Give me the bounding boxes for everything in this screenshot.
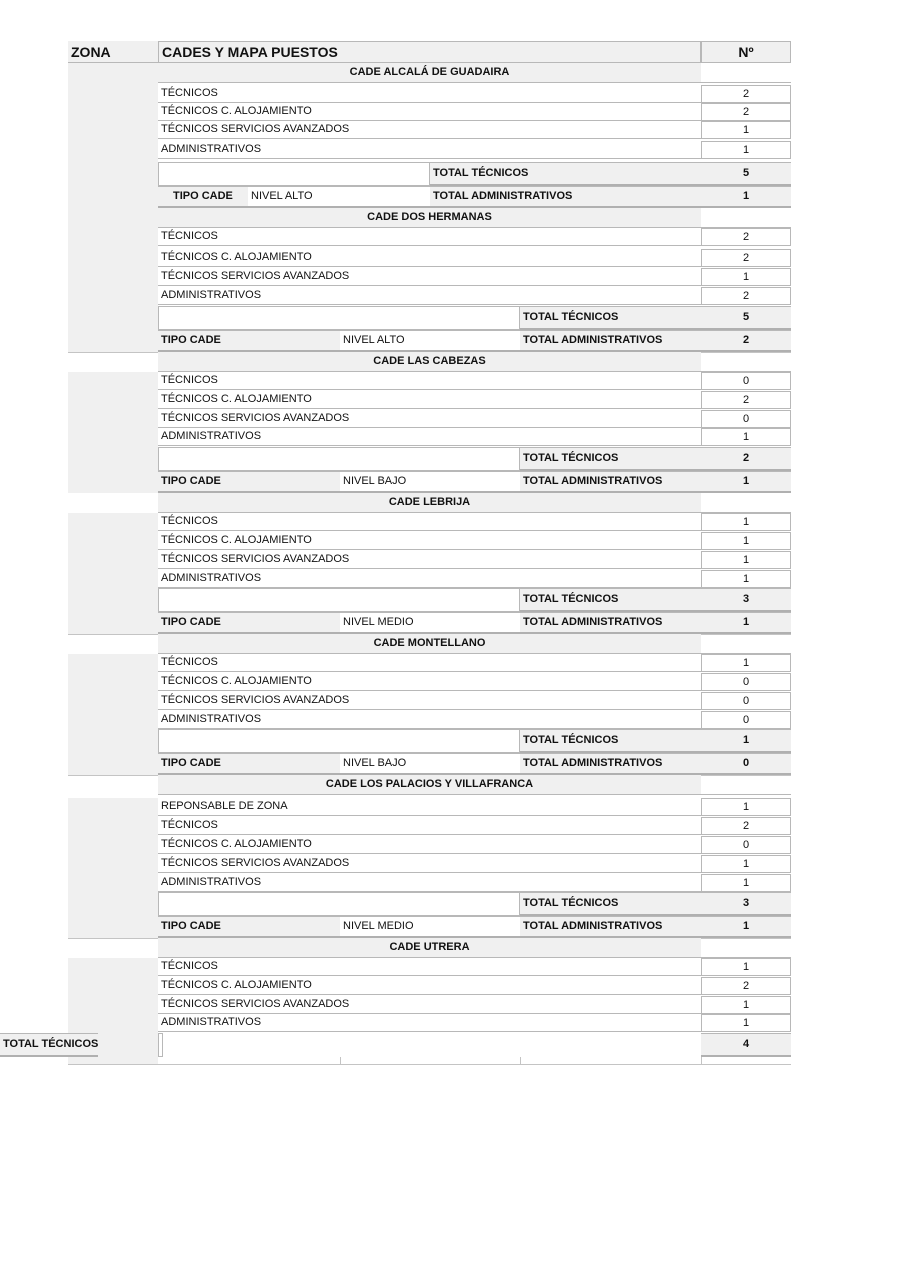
zone-column <box>68 208 158 330</box>
row-label: TÉCNICOS SERVICIOS AVANZADOS <box>158 551 701 569</box>
total-tecnicos-blank <box>158 588 520 612</box>
row-value: 1 <box>701 1014 791 1032</box>
row-value: 1 <box>701 798 791 816</box>
nivel-value: NIVEL BAJO <box>340 753 520 775</box>
total-admin-label: TOTAL ADMINISTRATIVOS <box>430 186 701 208</box>
row-value: 2 <box>701 391 791 409</box>
total-tecnicos-value: 2 <box>701 447 791 471</box>
section-title-num <box>701 493 791 513</box>
total-tecnicos-value: 5 <box>701 306 791 330</box>
row-label: TÉCNICOS <box>158 85 701 103</box>
row-label: TÉCNICOS C. ALOJAMIENTO <box>158 103 701 121</box>
section-title: CADE LOS PALACIOS Y VILLAFRANCA <box>158 775 701 795</box>
total-tecnicos-label: TOTAL TÉCNICOS <box>520 892 701 916</box>
row-label: TÉCNICOS <box>158 817 701 835</box>
row-label: ADMINISTRATIVOS <box>158 570 701 588</box>
nivel-value: NIVEL ALTO <box>340 330 520 352</box>
row-label: ADMINISTRATIVOS <box>158 287 701 305</box>
tipo-cade-label: TIPO CADE <box>158 753 340 775</box>
zone-column <box>68 612 158 634</box>
row-label: TÉCNICOS C. ALOJAMIENTO <box>158 249 701 267</box>
row-value: 2 <box>701 85 791 103</box>
total-admin-value: 1 <box>701 916 791 938</box>
tipo-cade-label: TIPO CADE <box>158 916 340 938</box>
row-value: 1 <box>701 996 791 1014</box>
total-tecnicos-value: 5 <box>701 162 791 186</box>
row-value: 1 <box>701 532 791 550</box>
row-value: 2 <box>701 249 791 267</box>
row-label: TÉCNICOS <box>158 958 701 976</box>
row-label: TÉCNICOS C. ALOJAMIENTO <box>158 836 701 854</box>
nivel-value: NIVEL BAJO <box>340 471 520 493</box>
total-tecnicos-label: TOTAL TÉCNICOS <box>520 447 701 471</box>
row-value: 1 <box>701 513 791 531</box>
nivel-value: NIVEL ALTO <box>248 186 430 208</box>
tipo-cade-label: TIPO CADE <box>158 612 340 634</box>
zone-column <box>68 372 158 471</box>
total-admin-value: 1 <box>701 471 791 493</box>
section-title: CADE ALCALÁ DE GUADAIRA <box>158 63 701 83</box>
total-admin-label: TOTAL ADMINISTRATIVOS <box>520 471 701 493</box>
header-cades: CADES Y MAPA PUESTOS <box>158 41 701 63</box>
row-label: TÉCNICOS <box>158 654 701 672</box>
zone-column <box>68 63 158 208</box>
row-label: TÉCNICOS C. ALOJAMIENTO <box>158 532 701 550</box>
bottom-divider <box>701 1057 702 1065</box>
row-label: TÉCNICOS C. ALOJAMIENTO <box>158 977 701 995</box>
row-label: TÉCNICOS <box>158 513 701 531</box>
zone-column <box>68 330 158 352</box>
section-title-num <box>701 352 791 372</box>
row-value: 0 <box>701 692 791 710</box>
zone-column <box>68 798 158 916</box>
row-label: TÉCNICOS SERVICIOS AVANZADOS <box>158 410 701 428</box>
row-value: 1 <box>701 874 791 892</box>
section-title-num <box>701 938 791 958</box>
total-tecnicos-label: TOTAL TÉCNICOS <box>430 162 701 186</box>
row-label: ADMINISTRATIVOS <box>158 711 701 729</box>
total-admin-value: 1 <box>701 612 791 634</box>
row-label: ADMINISTRATIVOS <box>158 141 701 159</box>
total-admin-value: 0 <box>701 753 791 775</box>
bottom-divider <box>340 1057 341 1065</box>
row-value: 0 <box>701 372 791 390</box>
row-label: ADMINISTRATIVOS <box>158 1014 701 1032</box>
section-title: CADE MONTELLANO <box>158 634 701 654</box>
row-value: 1 <box>701 570 791 588</box>
total-admin-label: TOTAL ADMINISTRATIVOS <box>520 916 701 938</box>
row-value: 1 <box>701 141 791 159</box>
total-admin-label: TOTAL ADMINISTRATIVOS <box>520 612 701 634</box>
total-tecnicos-value: 3 <box>701 892 791 916</box>
total-tecnicos-value: 4 <box>701 1033 791 1057</box>
tipo-cade-label: TIPO CADE <box>158 186 248 208</box>
row-value: 2 <box>701 103 791 121</box>
section-title-num <box>701 634 791 654</box>
total-tecnicos-blank <box>158 447 520 471</box>
zone-column <box>68 916 158 938</box>
row-value: 1 <box>701 855 791 873</box>
tipo-cade-label: TIPO CADE <box>158 471 340 493</box>
zone-column <box>68 654 158 753</box>
row-value: 0 <box>701 836 791 854</box>
row-value: 1 <box>701 268 791 286</box>
total-tecnicos-blank <box>158 162 430 186</box>
total-tecnicos-label: TOTAL TÉCNICOS <box>520 588 701 612</box>
header-num: Nº <box>701 41 791 63</box>
row-value: 0 <box>701 673 791 691</box>
row-value: 2 <box>701 817 791 835</box>
section-title: CADE DOS HERMANAS <box>158 208 701 228</box>
bottom-edge <box>68 1064 791 1065</box>
row-value: 0 <box>701 410 791 428</box>
total-tecnicos-blank <box>158 729 520 753</box>
row-value: 1 <box>701 654 791 672</box>
bottom-divider <box>520 1057 521 1065</box>
section-title: CADE LAS CABEZAS <box>158 352 701 372</box>
row-value: 2 <box>701 977 791 995</box>
row-value: 1 <box>701 551 791 569</box>
row-label: TÉCNICOS SERVICIOS AVANZADOS <box>158 855 701 873</box>
total-admin-label: TOTAL ADMINISTRATIVOS <box>520 753 701 775</box>
nivel-value: NIVEL MEDIO <box>340 916 520 938</box>
total-tecnicos-blank <box>158 306 520 330</box>
row-label: REPONSABLE DE ZONA <box>158 798 701 816</box>
row-label: TÉCNICOS SERVICIOS AVANZADOS <box>158 996 701 1014</box>
row-value: 1 <box>701 121 791 139</box>
row-label: TÉCNICOS C. ALOJAMIENTO <box>158 673 701 691</box>
total-tecnicos-value: 1 <box>701 729 791 753</box>
zone-column <box>68 753 158 775</box>
row-label: TÉCNICOS SERVICIOS AVANZADOS <box>158 268 701 286</box>
total-tecnicos-blank <box>158 892 520 916</box>
total-admin-label: TOTAL ADMINISTRATIVOS <box>520 330 701 352</box>
row-label: TÉCNICOS C. ALOJAMIENTO <box>158 391 701 409</box>
zone-column <box>68 471 158 493</box>
row-value: 0 <box>701 711 791 729</box>
nivel-value: NIVEL MEDIO <box>340 612 520 634</box>
total-tecnicos-value: 3 <box>701 588 791 612</box>
total-tecnicos-label: TOTAL TÉCNICOS <box>0 1033 98 1057</box>
row-label: TÉCNICOS <box>158 228 701 246</box>
total-admin-value: 2 <box>701 330 791 352</box>
total-tecnicos-label: TOTAL TÉCNICOS <box>520 729 701 753</box>
section-title: CADE LEBRIJA <box>158 493 701 513</box>
total-admin-value: 1 <box>701 186 791 208</box>
header-zona: ZONA <box>68 41 158 63</box>
row-value: 1 <box>701 958 791 976</box>
section-title: CADE UTRERA <box>158 938 701 958</box>
row-label: TÉCNICOS SERVICIOS AVANZADOS <box>158 121 701 139</box>
row-label: ADMINISTRATIVOS <box>158 874 701 892</box>
section-title-num <box>701 208 791 228</box>
total-tecnicos-blank <box>158 1033 163 1057</box>
row-label: TÉCNICOS <box>158 372 701 390</box>
row-value: 2 <box>701 287 791 305</box>
section-title-num <box>701 63 791 83</box>
row-label: ADMINISTRATIVOS <box>158 428 701 446</box>
row-label: TÉCNICOS SERVICIOS AVANZADOS <box>158 692 701 710</box>
row-value: 2 <box>701 228 791 246</box>
zone-column <box>68 513 158 612</box>
total-tecnicos-label: TOTAL TÉCNICOS <box>520 306 701 330</box>
section-title-num <box>701 775 791 795</box>
tipo-cade-label: TIPO CADE <box>158 330 340 352</box>
row-value: 1 <box>701 428 791 446</box>
